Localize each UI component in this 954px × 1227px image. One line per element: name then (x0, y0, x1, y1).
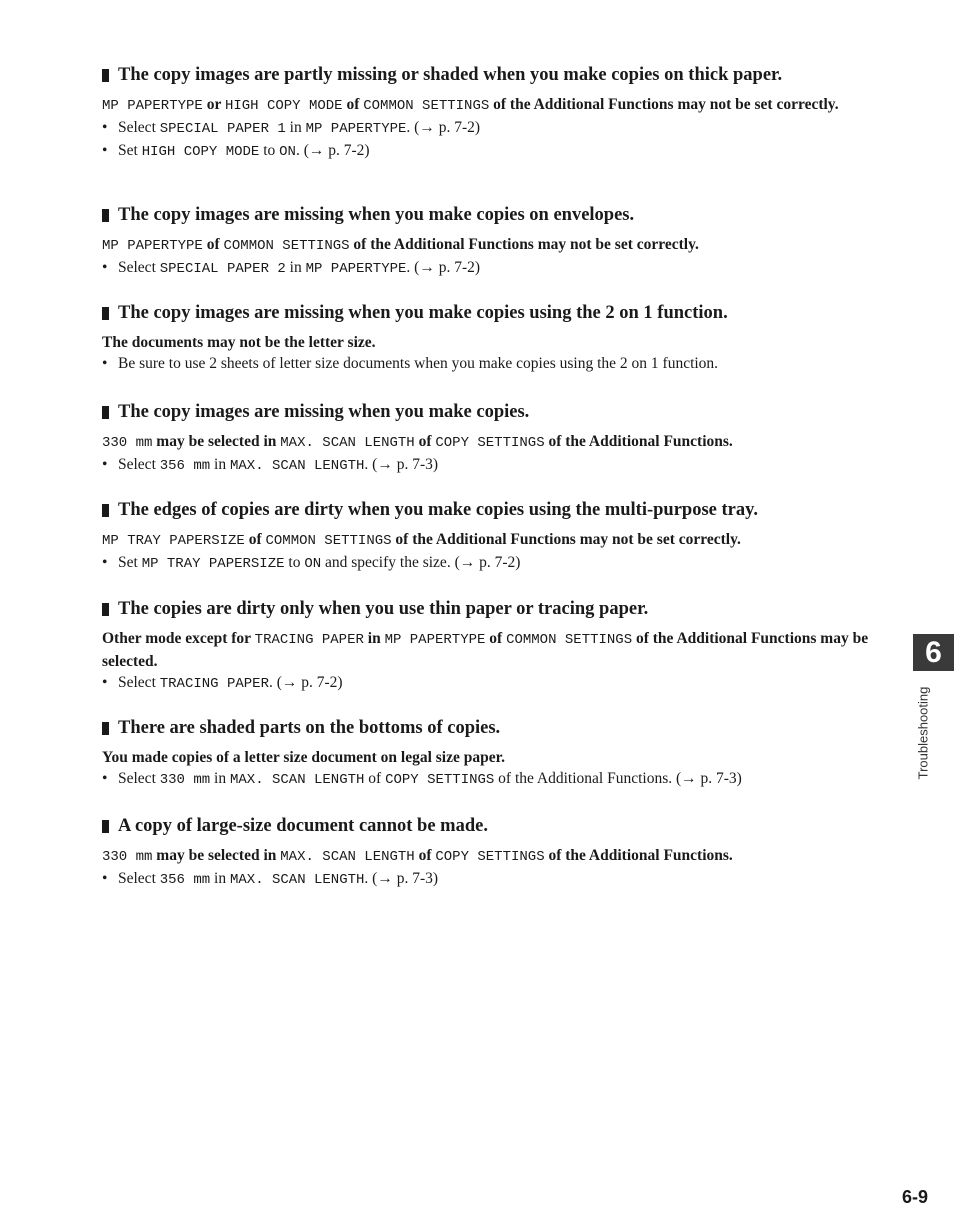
square-bullet-icon (102, 820, 109, 833)
text-run: Select (118, 870, 160, 887)
section-heading (102, 64, 872, 86)
text-run: of the Additional Functions. (544, 433, 733, 450)
section-heading (102, 815, 872, 837)
remedy-item (102, 552, 872, 575)
text-run: of the Additional Functions. (544, 847, 733, 864)
setting-name: HIGH COPY MODE (141, 144, 260, 160)
text-run: of (342, 96, 364, 113)
remedy-item (102, 140, 872, 163)
text-run: Be sure to use 2 sheets of letter size documents when you make copies using the 2 on 1 function. (118, 355, 719, 372)
text-run: and specify the size. (→ p. 7-2) (321, 554, 521, 571)
remedy-item (102, 768, 872, 791)
remedy-item (102, 353, 872, 374)
setting-name: MP PAPERTYPE (102, 98, 203, 114)
section-heading (102, 499, 872, 521)
remedy-item (102, 672, 872, 695)
setting-name: 330 mm (102, 849, 153, 865)
cause-text (102, 845, 872, 868)
text-run: . (→ p. 7-2) (268, 674, 343, 691)
setting-name: COMMON SETTINGS (265, 533, 392, 549)
setting-name: TRACING PAPER (159, 676, 269, 692)
text-run: Select (118, 456, 160, 473)
heading-text: The copies are dirty only when you use thin paper or tracing paper. (118, 599, 649, 619)
cause-text (102, 234, 872, 257)
setting-name: MAX. SCAN LENGTH (229, 458, 365, 474)
text-run: The documents may not be the letter size. (102, 334, 376, 351)
setting-name: 356 mm (159, 872, 211, 888)
setting-name: MAX. SCAN LENGTH (229, 872, 365, 888)
trouble-section (102, 64, 872, 163)
text-run: Set (118, 142, 142, 159)
text-run: in (210, 456, 230, 473)
heading-text: The edges of copies are dirty when you make copies using the multi-purpose tray. (118, 500, 758, 520)
setting-name: MP PAPERTYPE (305, 261, 407, 277)
text-run: of (202, 236, 224, 253)
text-run: of (414, 433, 436, 450)
square-bullet-icon (102, 209, 109, 222)
cause-text (102, 431, 872, 454)
text-run: may be selected in (152, 847, 281, 864)
remedy-item (102, 257, 872, 280)
setting-name: MAX. SCAN LENGTH (280, 849, 415, 865)
cause-text (102, 628, 872, 672)
side-label-text: Troubleshooting (915, 686, 931, 780)
setting-name: 356 mm (159, 458, 211, 474)
text-run: . (→ p. 7-2) (406, 259, 481, 276)
section-heading (102, 401, 872, 423)
chapter-number: 6 (925, 635, 942, 669)
cause-text (102, 529, 872, 552)
square-bullet-icon (102, 722, 109, 735)
text-run: . (→ p. 7-3) (364, 870, 439, 887)
setting-name: COPY SETTINGS (385, 772, 495, 788)
text-run: in (363, 630, 385, 647)
heading-text: There are shaded parts on the bottoms of copies. (118, 718, 501, 738)
square-bullet-icon (102, 69, 109, 82)
setting-name: MP PAPERTYPE (305, 121, 407, 137)
setting-name: 330 mm (159, 772, 211, 788)
text-run: Select (118, 259, 160, 276)
section-heading (102, 302, 872, 324)
text-run: of the Additional Functions. (→ p. 7-3) (494, 770, 742, 787)
side-label (913, 678, 933, 788)
chapter-tab (913, 634, 954, 671)
setting-name: SPECIAL PAPER 1 (159, 121, 286, 137)
trouble-section (102, 204, 872, 280)
text-run: of (364, 770, 386, 787)
text-run: in (285, 259, 306, 276)
heading-text: The copy images are missing when you make copies on envelopes. (118, 205, 635, 225)
text-run: to (284, 554, 305, 571)
heading-text: A copy of large-size document cannot be made. (118, 816, 488, 836)
section-heading (102, 717, 872, 739)
setting-name: 330 mm (102, 435, 153, 451)
text-run: of (485, 630, 507, 647)
trouble-section (102, 499, 872, 575)
setting-name: MP PAPERTYPE (102, 238, 203, 254)
page-number: 6-9 (901, 1187, 928, 1207)
cause-text (102, 94, 872, 117)
text-run: of the Additional Functions may not be set correctly. (391, 531, 741, 548)
cause-text (102, 747, 872, 768)
remedy-item (102, 454, 872, 477)
text-run: or (202, 96, 225, 113)
setting-name: COMMON SETTINGS (223, 238, 350, 254)
heading-text: The copy images are partly missing or shaded when you make copies on thick paper. (118, 65, 783, 85)
heading-text: The copy images are missing when you make copies using the 2 on 1 function. (118, 303, 728, 323)
setting-name: TRACING PAPER (254, 632, 364, 648)
trouble-section (102, 815, 872, 891)
text-run: Select (118, 770, 160, 787)
text-run: . (→ p. 7-2) (406, 119, 481, 136)
setting-name: COMMON SETTINGS (506, 632, 633, 648)
text-run: . (→ p. 7-2) (295, 142, 370, 159)
setting-name: COPY SETTINGS (435, 849, 545, 865)
setting-name: HIGH COPY MODE (224, 98, 343, 114)
trouble-section (102, 717, 872, 791)
square-bullet-icon (102, 603, 109, 616)
setting-name: COPY SETTINGS (435, 435, 545, 451)
text-run: in (285, 119, 306, 136)
text-run: of the Additional Functions may not be set correctly. (489, 96, 839, 113)
text-run: to (259, 142, 280, 159)
text-run: Select (118, 119, 160, 136)
text-run: Select (118, 674, 160, 691)
setting-name: MAX. SCAN LENGTH (280, 435, 415, 451)
text-run: of (414, 847, 436, 864)
text-run: of the Additional Functions may not be set correctly. (349, 236, 699, 253)
section-heading (102, 204, 872, 226)
setting-name: MP TRAY PAPERSIZE (102, 533, 245, 549)
setting-name: SPECIAL PAPER 2 (159, 261, 286, 277)
text-run: may be selected in (152, 433, 281, 450)
text-run: in (210, 770, 230, 787)
square-bullet-icon (102, 406, 109, 419)
setting-name: MP TRAY PAPERSIZE (141, 556, 285, 572)
setting-name: COMMON SETTINGS (363, 98, 490, 114)
setting-name: ON (279, 144, 296, 160)
remedy-item (102, 117, 872, 140)
cause-text (102, 332, 872, 353)
setting-name: MAX. SCAN LENGTH (229, 772, 365, 788)
text-run: in (210, 870, 230, 887)
square-bullet-icon (102, 307, 109, 320)
setting-name: ON (304, 556, 322, 572)
text-run: of the Additional Functions may be selected. (102, 630, 869, 670)
trouble-section (102, 401, 872, 477)
text-run: Other mode except for (102, 630, 255, 647)
square-bullet-icon (102, 504, 109, 517)
text-run: You made copies of a letter size document on legal size paper. (102, 749, 505, 766)
text-run: Set (118, 554, 142, 571)
trouble-section (102, 302, 872, 374)
text-run: of (244, 531, 266, 548)
heading-text: The copy images are missing when you make copies. (118, 402, 530, 422)
trouble-section (102, 598, 872, 695)
text-run: . (→ p. 7-3) (364, 456, 439, 473)
section-heading (102, 598, 872, 620)
remedy-item (102, 868, 872, 891)
setting-name: MP PAPERTYPE (384, 632, 486, 648)
